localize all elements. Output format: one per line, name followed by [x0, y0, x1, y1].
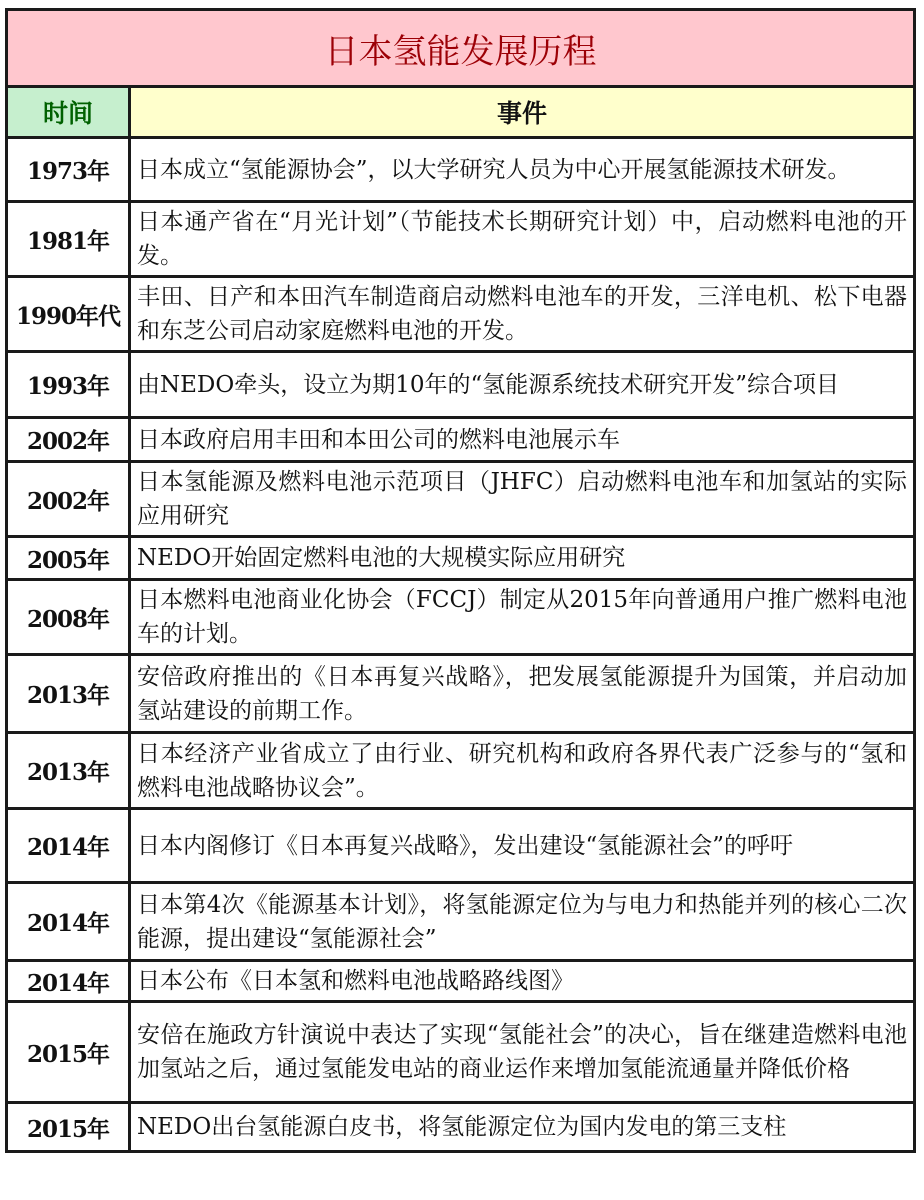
table-title: 日本氢能发展历程	[7, 10, 915, 87]
year-cell: 2014年	[7, 809, 130, 883]
year-cell: 2015年	[7, 1002, 130, 1103]
year-cell: 2014年	[7, 961, 130, 1002]
event-cell: 丰田、日产和本田汽车制造商启动燃料电池车的开发，三洋电机、松下电器和东芝公司启动家庭燃料电池的开发。	[130, 277, 915, 352]
year-cell: 2005年	[7, 537, 130, 580]
table-row	[7, 1103, 915, 1152]
table-row	[7, 537, 915, 580]
event-cell: 日本内阁修订《日本再复兴战略》，发出建设“氢能源社会”的呼吁	[130, 809, 915, 883]
event-cell: 日本经济产业省成立了由行业、研究机构和政府各界代表广泛参与的“氢和燃料电池战略协议会”。	[130, 733, 915, 809]
table-row	[7, 277, 915, 352]
table-row	[7, 883, 915, 961]
hydrogen-timeline-table	[5, 8, 916, 1153]
header-event: 事件	[130, 87, 915, 138]
table-row	[7, 462, 915, 537]
year-cell: 2013年	[7, 733, 130, 809]
header-row	[7, 87, 915, 138]
event-cell: 日本政府启用丰田和本田公司的燃料电池展示车	[130, 418, 915, 462]
year-cell: 1990年代	[7, 277, 130, 352]
table-row	[7, 733, 915, 809]
event-cell: 日本公布《日本氢和燃料电池战略路线图》	[130, 961, 915, 1002]
year-cell: 2013年	[7, 655, 130, 733]
event-cell: 由NEDO牵头，设立为期10年的“氢能源系统技术研究开发”综合项目	[130, 352, 915, 418]
year-cell: 2015年	[7, 1103, 130, 1152]
header-time: 时间	[7, 87, 130, 138]
event-cell: 日本氢能源及燃料电池示范项目（JHFC）启动燃料电池车和加氢站的实际应用研究	[130, 462, 915, 537]
title-row	[7, 10, 915, 87]
event-cell: 日本通产省在“月光计划”（节能技术长期研究计划）中，启动燃料电池的开发。	[130, 202, 915, 277]
year-cell: 1973年	[7, 138, 130, 202]
table-row	[7, 1002, 915, 1103]
table-row	[7, 202, 915, 277]
table-row	[7, 138, 915, 202]
event-cell: 安倍在施政方针演说中表达了实现“氢能社会”的决心，旨在继建造燃料电池加氢站之后，通过氢能发电站的商业运作来增加氢能流通量并降低价格	[130, 1002, 915, 1103]
table-row	[7, 809, 915, 883]
event-cell: 日本成立“氢能源协会”，以大学研究人员为中心开展氢能源技术研发。	[130, 138, 915, 202]
year-cell: 2014年	[7, 883, 130, 961]
event-cell: 安倍政府推出的《日本再复兴战略》，把发展氢能源提升为国策，并启动加氢站建设的前期工作。	[130, 655, 915, 733]
year-cell: 1981年	[7, 202, 130, 277]
year-cell: 2002年	[7, 418, 130, 462]
table-row	[7, 655, 915, 733]
year-cell: 1993年	[7, 352, 130, 418]
table-row	[7, 418, 915, 462]
event-cell: 日本第4次《能源基本计划》，将氢能源定位为与电力和热能并列的核心二次能源，提出建设“氢能源社会”	[130, 883, 915, 961]
table-row	[7, 352, 915, 418]
table-row	[7, 961, 915, 1002]
table-row	[7, 580, 915, 655]
year-cell: 2008年	[7, 580, 130, 655]
year-cell: 2002年	[7, 462, 130, 537]
event-cell: NEDO开始固定燃料电池的大规模实际应用研究	[130, 537, 915, 580]
event-cell: 日本燃料电池商业化协会（FCCJ）制定从2015年向普通用户推广燃料电池车的计划。	[130, 580, 915, 655]
event-cell: NEDO出台氢能源白皮书，将氢能源定位为国内发电的第三支柱	[130, 1103, 915, 1152]
